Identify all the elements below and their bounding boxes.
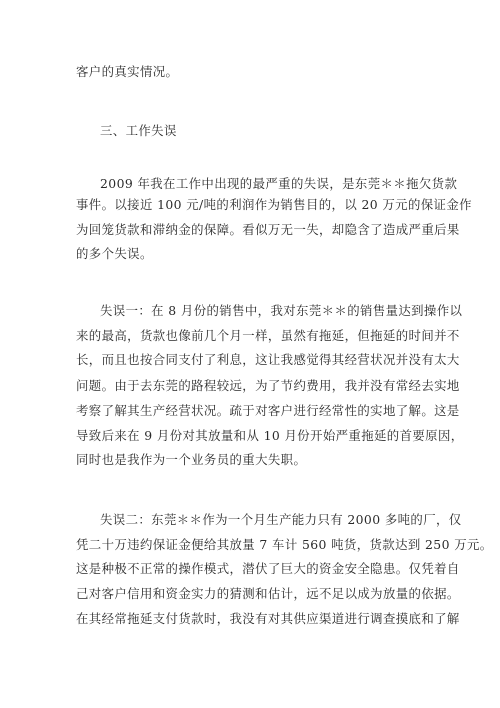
paragraph-line: 为回笼货款和滞纳金的保障。看似万无一失，却隐含了造成严重后果	[76, 222, 460, 237]
paragraph-line: 失误二：东莞＊＊作为一个月生产能力只有 2000 多吨的厂，仅	[100, 512, 462, 527]
paragraph-line: 考察了解其生产经营状况。疏于对客户进行经常性的实地了解。这是	[76, 403, 460, 418]
paragraph-line: 长，而且也按合同支付了利息，这让我感觉得其经营状况并没有太大	[76, 352, 460, 367]
paragraph-line: 同时也是我作为一个业务员的重大失职。	[76, 452, 307, 467]
paragraph-line: 己对客户信用和资金实力的猜测和估计，远不足以成为放量的依据。	[76, 586, 460, 601]
paragraph-line: 导致后来在 9 月份对其放量和从 10 月份开始严重拖延的首要原因，	[76, 428, 464, 443]
paragraph-line: 失误一：在 8 月份的销售中，我对东莞＊＊的销售量达到操作以	[100, 303, 463, 318]
section-heading: 三、工作失误	[100, 123, 177, 138]
paragraph-line: 这是种极不正常的操作模式，潜伏了巨大的资金安全隐患。仅凭着自	[76, 561, 460, 576]
paragraph-line: 客户的真实情况。	[76, 64, 179, 79]
paragraph-line: 凭二十万违约保证金便给其放量 7 车计 560 吨货，货款达到 250 万元。	[76, 537, 493, 552]
paragraph-line: 2009 年我在工作中出现的最严重的失误，是东莞＊＊拖欠货款	[100, 176, 458, 191]
paragraph-line: 事件。以接近 100 元/吨的利润作为销售目的，以 20 万元的保证金作	[76, 197, 472, 212]
paragraph-line: 来的最高，货款也像前几个月一样，虽然有拖延，但拖延的时间并不	[76, 328, 460, 343]
paragraph-line: 的多个失误。	[76, 246, 153, 261]
paragraph-line: 在其经常拖延支付货款时，我没有对其供应渠道进行调查摸底和了解	[76, 611, 460, 626]
paragraph-line: 问题。由于去东莞的路程较远，为了节约费用，我并没有常经去实地	[76, 378, 460, 393]
